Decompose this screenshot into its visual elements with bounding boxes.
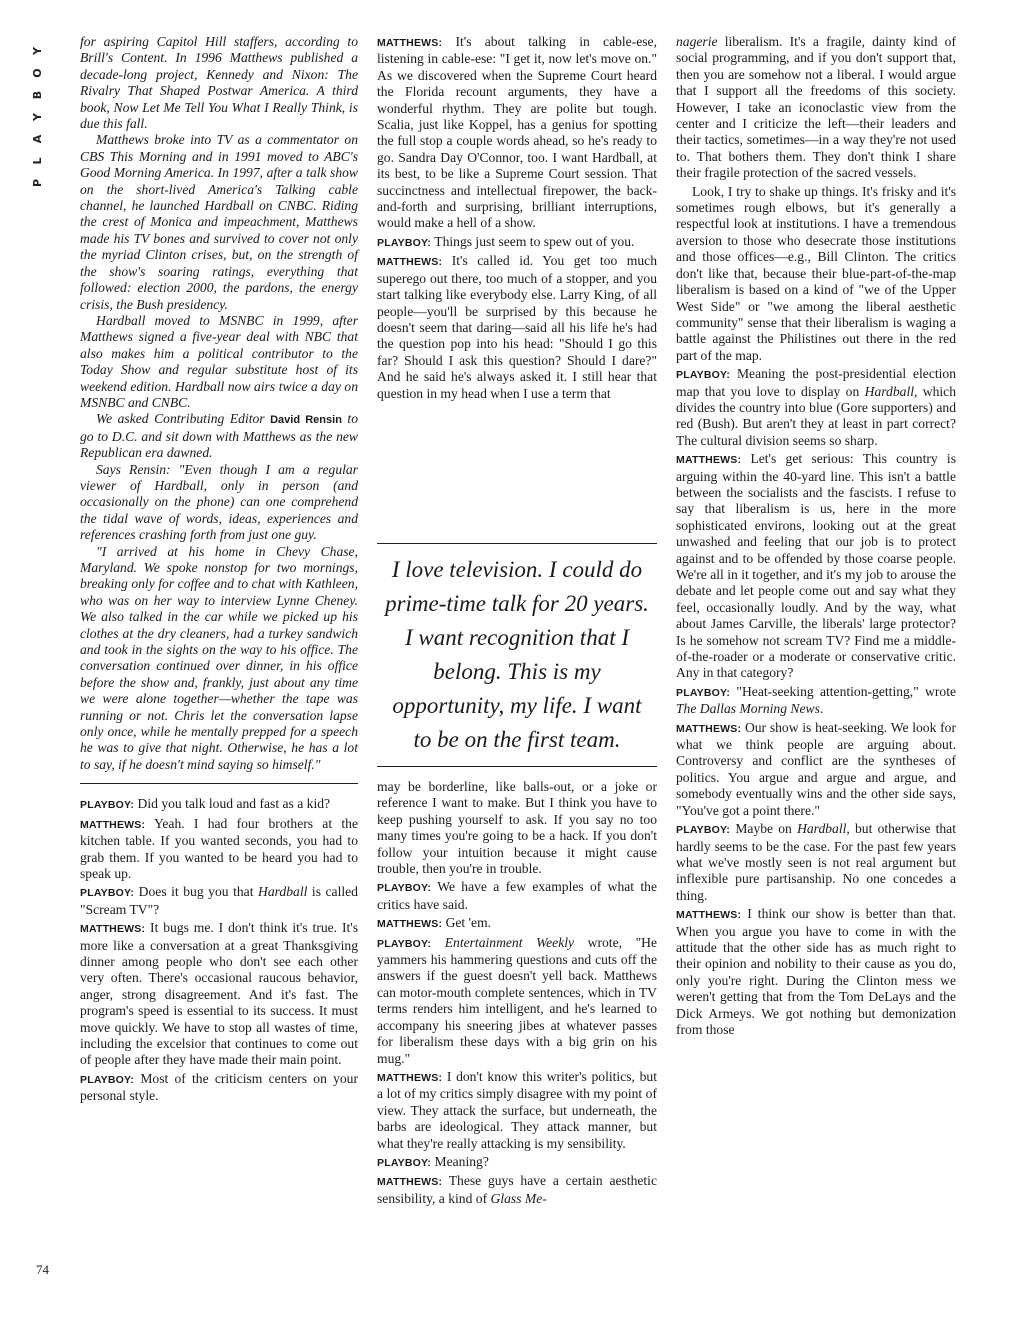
answer-paragraph: Look, I try to shake up things. It's frisky and it's sometimes rough elbows, but it's generally a respectful look at institutions. I have a tremendous aversion to those who desecrate those institutions and those offices—e.g., Bill Clinton. The critics don't like that, because their blue-part-of-the-map liberalism is based on a kind of "we of the Upper West Side" or "we among the liberal aesthetic community" sense that their liberalism is waging a battle against the Philistines out there in the red part of the map. (676, 183, 956, 363)
answer-text: These guys have a certain aesthetic sensibility, a kind of (377, 1173, 657, 1206)
speaker-matthews: MATTHEWS: (377, 918, 443, 931)
answer (676, 906, 956, 1038)
answer (377, 253, 657, 402)
show-title: Hardball (864, 383, 914, 399)
answer (676, 720, 956, 819)
answer (377, 1069, 657, 1152)
show-title: Hardball (258, 884, 308, 900)
question (377, 879, 657, 913)
answer-continued (676, 34, 956, 182)
question-text: , but otherwise that hardly seems to be the case. For the past few years what we've mostly seen is not real argument but inflexible pure partisanship. No one concedes a thing. (676, 821, 956, 903)
answer (377, 915, 657, 932)
sidebar-letter-b: B (31, 90, 44, 100)
question-text: "Heat-seeking attention-getting," wrote (730, 683, 956, 699)
question (80, 884, 358, 918)
question (80, 796, 358, 813)
answer-text: liberalism. It's a fragile, dainty kind of social programming, and if you don't support that, then you are somehow not a liberal. I would argue that I support all the freedoms of this society. However, I take an iconoclastic view from the center and I criticize the left—their leaders and their tactics, sometimes—in a way they're not used to. That bothers them. They don't think I share their fragile protection of the sacred vessels. (676, 34, 956, 181)
speaker-playboy: PLAYBOY: (676, 369, 731, 382)
column-1 (80, 34, 358, 1107)
speaker-matthews: MATTHEWS: (80, 818, 146, 831)
question (676, 684, 956, 718)
question-text: Did you talk loud and fast as a kid? (134, 796, 331, 812)
question (377, 935, 657, 1067)
intro-divider (80, 783, 358, 784)
pull-quote (377, 543, 657, 767)
intro-text: to go to D.C. and sit down with Matthews as the new Republican era dawned. (80, 411, 359, 461)
intro-paragraph: "I arrived at his home in Chevy Chase, Maryland. We spoke nonstop for two mornings, breaking only for coffee and to chat with Kathleen, who was on her way to interview Lynne Cheney. We also talked in the car while we picked up his clothes at the dry cleaners, had a turkey sandwich and took in the sights on the way to his office. The conversation continued over dinner, in his office before the show and, frankly, just about any time we were alone together—whether the tape was running or not. Chris let the conversation lapse only once, while he mentally prepped for a speech he was to give that night. Otherwise, he has a lot to say, if he doesn't mind saying so himself." (80, 543, 358, 772)
question-text: Meaning? (431, 1153, 489, 1169)
answer-text: It bugs me. I don't think it's true. It's more like a conversation at a great Thanksgiving dinner among people who don't see each other very often. There's occasional raucous behavior, anger, strong disagreement. And it's fast. The program's speed is essential to its success. It must move quickly. We have to stop all wastes of time, including the excelsior that continues to come out of people after they have made their main point. (80, 920, 358, 1068)
publication-title: The Dallas Morning News (676, 701, 820, 717)
speaker-matthews: MATTHEWS: (80, 923, 146, 936)
speaker-matthews: MATTHEWS: (377, 256, 443, 269)
sidebar-letter-o: O (31, 68, 44, 78)
sidebar-letter-a: A (31, 134, 44, 144)
speaker-playboy: PLAYBOY: (80, 887, 135, 900)
question (377, 234, 657, 251)
column-2-top (377, 34, 657, 404)
column-2-bottom (377, 779, 657, 1209)
emphasis-text: Glass Me- (490, 1190, 547, 1206)
speaker-matthews: MATTHEWS: (676, 909, 742, 922)
speaker-playboy: PLAYBOY: (377, 236, 432, 249)
question-text: Meaning the post-presidential election map that you love to display on (676, 366, 956, 399)
intro-paragraph: for aspiring Capitol Hill staffers, according to Brill's Content. In 1996 Matthews published a decade-long project, Kennedy and Nixon: The Rivalry That Shaped Postwar America. A third book, Now Let Me Tell You What I Really Think, is due this fall. (80, 34, 358, 132)
show-title: Hardball (797, 821, 847, 837)
question-text: , which divides the country into blue (Gore supporters) and red (Bush). But aren't they at least in part correct? The cultural division seems so sharp. (676, 383, 956, 448)
sidebar-letter-p: P (31, 178, 44, 188)
answer-text: It's called id. You get too much superego out there, too much of a stopper, and you start talking like everybody else. Larry King, of all people—you'll be surprised by this because he doesn't seem that daring—said all his life he's had the question pop into his head: "Should I go this far? Should I ask this question? Should I dare?" And he said he's always asked it. I still hear that question in my head when I use a term that (377, 253, 657, 401)
intro-text: We asked Contributing Editor (96, 411, 271, 427)
contributor-name: David Rensin (270, 414, 342, 427)
question-text: wrote, "He yammers his hammering questions and cuts off the answers if the guest doesn't yell back. Matthews can motor-mouth complete sentences, which in TV terms renders him intelligent, and he's learned to accompany his sneering jibes at whatever passes for liberalism these days with a big grin on his mug." (377, 934, 657, 1066)
answer-text: Let's get serious: This country is arguing within the 40-yard line. This isn't a battle between the socialists and the fascists. I refuse to say that liberalism is us, here in the more sophisticated environs, looking out at the great unwashed and feeling that our job is to protect against and to be offended by those coarse people. We're all in it together, and it's my job to arouse the debate and let people come out and say what they feel, occasionally loudly. And by the way, what about James Carville, the liberals' large protector? Is he somehow not scream TV? Find me a middle-of-the-roader or a moderate or conservative critic. Any in that category? (676, 451, 956, 681)
interview-qa (80, 796, 358, 1104)
answer-text: Get 'em. (442, 915, 492, 931)
question-text: is called "Scream TV"? (80, 884, 358, 917)
column-3 (676, 34, 956, 1040)
speaker-matthews: MATTHEWS: (377, 1071, 443, 1084)
answer (377, 1173, 657, 1207)
sidebar-letter-y2: Y (31, 113, 44, 121)
intro-section (80, 34, 358, 773)
question-text: Most of the criticism centers on your personal style. (80, 1070, 358, 1104)
answer (676, 451, 956, 682)
speaker-matthews: MATTHEWS: (676, 454, 742, 467)
question-text: Does it bug you that (134, 884, 259, 900)
answer (80, 816, 358, 883)
answer-continued: may be borderline, like balls-out, or a joke or reference I want to make. But I think you have to keep pushing yourself to ask. If you say no too many times you're going to be a hack. If you don't follow your intuition because it might cause trouble, then you're in trouble. (377, 779, 657, 877)
answer-text: I think our show is better than that. When you argue you have to come in with the attitude that the other side has as much right to their opinion and nobility to their cause as you do, only you're right. During the Clinton mess we weren't getting that from the Tom DeLays and the Dick Armeys. We got nothing but demonization from those (676, 906, 956, 1037)
publication-title: Entertainment Weekly (444, 934, 575, 950)
speaker-playboy: PLAYBOY: (377, 882, 432, 895)
emphasis-text: nagerie (676, 34, 718, 49)
page-number: 74 (36, 1262, 49, 1277)
intro-paragraph: Matthews broke into TV as a commentator on CBS This Morning and in 1991 moved to ABC's Good Morning America. In 1997, after a talk show on the short-lived America's Talking cable channel, he launched Hardball on CNBC. Riding the crest of Monica and impeachment, Matthews made his TV bones and survived to cover not only the myriad Clinton crises, but, on the strength of the show's soaring ratings, everything that followed: election 2000, the pardons, the energy crisis, the Bush presidency. (80, 132, 358, 312)
answer-text: Yeah. I had four brothers at the kitchen table. If you wanted seconds, you had to grab them. If you wanted to be heard you had to speak up. (80, 815, 358, 881)
question-text: We have a few examples of what the critics have said. (377, 879, 657, 912)
question (80, 1071, 358, 1105)
question-text: . (819, 701, 824, 717)
question-text: Things just seem to spew out of you. (431, 233, 635, 249)
question-text: Maybe on (730, 821, 798, 837)
magazine-sidebar-label (30, 40, 46, 194)
speaker-playboy: PLAYBOY: (676, 824, 731, 837)
intro-paragraph: Says Rensin: "Even though I am a regular viewer of Hardball, only in person (and occasionally on the phone) can one comprehend the tidal wave of words, ideas, experiences and references crashing forth from just one guy. (80, 461, 358, 543)
intro-paragraph (80, 411, 358, 461)
question (676, 366, 956, 449)
sidebar-letter-l: L (31, 157, 44, 165)
answer (377, 34, 657, 232)
speaker-matthews: MATTHEWS: (377, 37, 443, 49)
pull-quote-text: I love television. I could do prime-time talk for 20 years. I want recognition that I belong. This is my opportunity, my life. I want to be on the first team. (385, 557, 649, 752)
speaker-playboy: PLAYBOY: (80, 1073, 135, 1086)
speaker-playboy: PLAYBOY: (676, 686, 731, 699)
answer-text: Our show is heat-seeking. We look for what we think people are arguing about. Controversy and conflict are the syntheses of politics. You argue and argue and argue, and somebody eventually wins and the other side says, "You've got a point there." (676, 719, 956, 818)
question (676, 821, 956, 904)
speaker-playboy: PLAYBOY: (377, 1156, 432, 1169)
intro-paragraph: Hardball moved to MSNBC in 1999, after Matthews signed a five-year deal with NBC that also makes him a political contributor to the Today Show and regular substitute host of its weekend edition. Hardball now airs twice a day on MSNBC and CNBC. (80, 312, 358, 410)
sidebar-letter-y: Y (31, 47, 44, 55)
answer-text: I don't know this writer's politics, but a lot of my critics simply disagree with my point of view. They attack the surface, but underneath, the barbs are ideological. They attack manner, but what they're really attacking is my sensibility. (377, 1068, 657, 1151)
question (377, 1154, 657, 1171)
speaker-matthews: MATTHEWS: (676, 722, 742, 735)
speaker-playboy: PLAYBOY: (377, 937, 432, 950)
speaker-playboy: PLAYBOY: (80, 799, 135, 812)
answer-text: It's about talking in cable-ese, listening in cable-ese: "I get it, now let's move on." As we discovered when the Supreme Court heard the Florida recount arguments, they have a wonderful rhythm. They are polite but tough. Scalia, just like Koppel, has a genius for spotting the full stop a couple words ahead, so he's ready to go. Sandra Day O'Connor, too. I want Hardball, at its best, to be like a Supreme Court session. That succinctness and intellectual firepower, the back-and-forth and surprising, brilliant interruptions, would make a hell of a show. (377, 34, 657, 231)
speaker-matthews: MATTHEWS: (377, 1176, 443, 1189)
answer (80, 920, 358, 1069)
